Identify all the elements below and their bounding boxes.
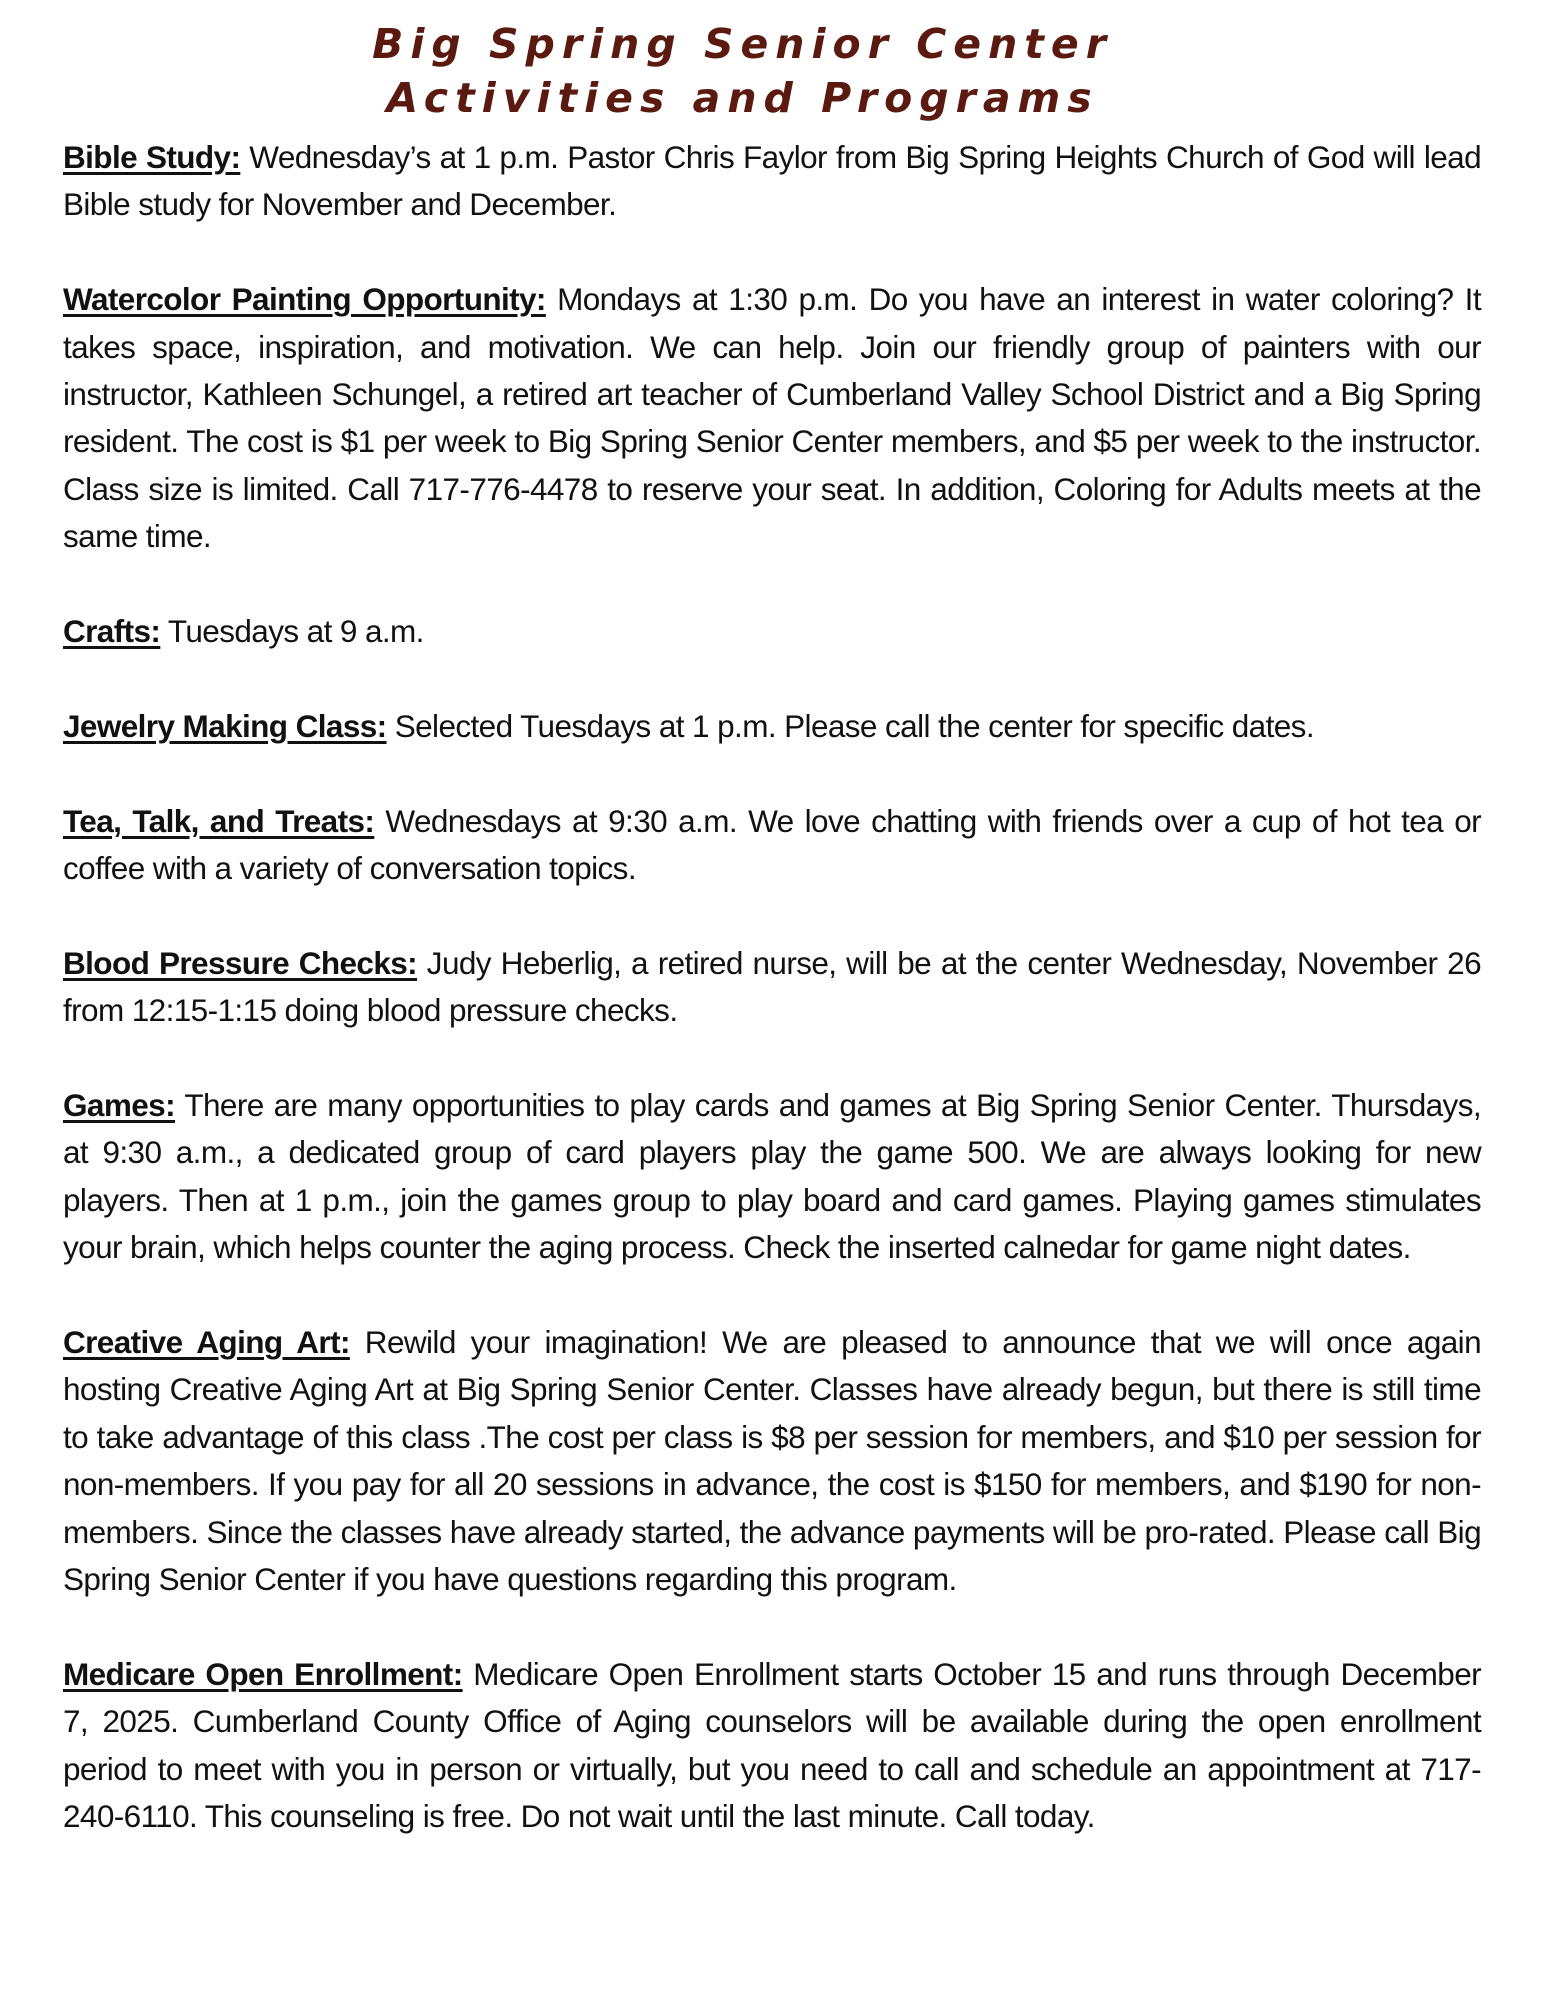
- section-text: Rewild your imagination! We are pleased to announce that we will once again hosting Creative Aging Art at Big Spring Senior Center. Classes have already begun, but there is still time to take advantage of this class .The cost per class is $8 per session for members, and $10 per session for non-members. If you pay for all 20 sessions in advance, the cost is $150 for members, and $190 for non-members. Since the classes have already started, the advance payments will be pro-rated. Please call Big Spring Senior Center if you have questions regarding this program.: [63, 1324, 1481, 1598]
- section-text: Wednesday’s at 1 p.m. Pastor Chris Faylor from Big Spring Heights Church of God will lead Bible study for November and December.: [63, 139, 1481, 223]
- section-text: Wednesdays at 9:30 a.m. We love chatting with friends over a cup of hot tea or coffee with a variety of conversation topics.: [63, 802, 1481, 887]
- section-text: Judy Heberlig, a retired nurse, will be at the center Wednesday, November 26 from 12:15-1:15 doing blood pressure checks.: [63, 944, 1481, 1029]
- section-games: [63, 1082, 1481, 1272]
- section-text: Selected Tuesdays at 1 p.m. Please call the center for specific dates.: [386, 707, 1314, 744]
- section-medicare-enrollment: [63, 1651, 1481, 1841]
- section-bible-study: [63, 134, 1481, 229]
- section-label: Jewelry Making Class:: [63, 707, 387, 744]
- section-label: Medicare Open Enrollment:: [63, 1655, 463, 1692]
- section-jewelry-making: [63, 703, 1481, 750]
- section-label: Watercolor Painting Opportunity:: [63, 281, 546, 318]
- section-text: There are many opportunities to play cards and games at Big Spring Senior Center. Thursdays, at 9:30 a.m., a dedicated group of card players play the game 500. We are always looking for new players. Then at 1 p.m., join the games group to play board and card games. Playing games stimulates your brain, which helps counter the aging process. Check the inserted calnedar for game night dates.: [63, 1087, 1481, 1266]
- section-label: Games:: [63, 1087, 175, 1124]
- section-text: Medicare Open Enrollment starts October 15 and runs through December 7, 2025. Cumberland County Office of Aging counselors will be available during the open enrollment period to meet with you in person or virtually, but you need to call and schedule an appointment at 717-240-6110. This counseling is free. Do not wait until the last minute. Call today.: [63, 1655, 1481, 1835]
- section-label: Creative Aging Art:: [63, 1324, 350, 1361]
- activities-list: [63, 134, 1481, 1841]
- page-title-line-2: Activities and Programs: [386, 74, 1099, 122]
- section-tea-talk-treats: [63, 798, 1481, 893]
- section-label: Crafts:: [63, 613, 161, 650]
- section-blood-pressure: [63, 940, 1481, 1035]
- section-text: Tuesdays at 9 a.m.: [160, 613, 424, 650]
- section-label: Bible Study:: [63, 139, 241, 175]
- section-creative-aging-art: [63, 1319, 1481, 1603]
- section-crafts: [63, 608, 1481, 655]
- section-label: Blood Pressure Checks:: [63, 944, 418, 981]
- section-label: Tea, Talk, and Treats:: [63, 802, 375, 839]
- page-title-line-1: Big Spring Senior Center: [372, 20, 1113, 68]
- section-text: Mondays at 1:30 p.m. Do you have an interest in water coloring? It takes space, inspiration, and motivation. We can help. Join our friendly group of painters with our instructor, Kathleen Schungel, a retired art teacher of Cumberland Valley School District and a Big Spring resident. The cost is $1 per week to Big Spring Senior Center members, and $5 per week to the instructor. Class size is limited. Call 717-776-4478 to reserve your seat. In addition, Coloring for Adults meets at the same time.: [63, 281, 1481, 555]
- section-watercolor-painting: [63, 276, 1481, 560]
